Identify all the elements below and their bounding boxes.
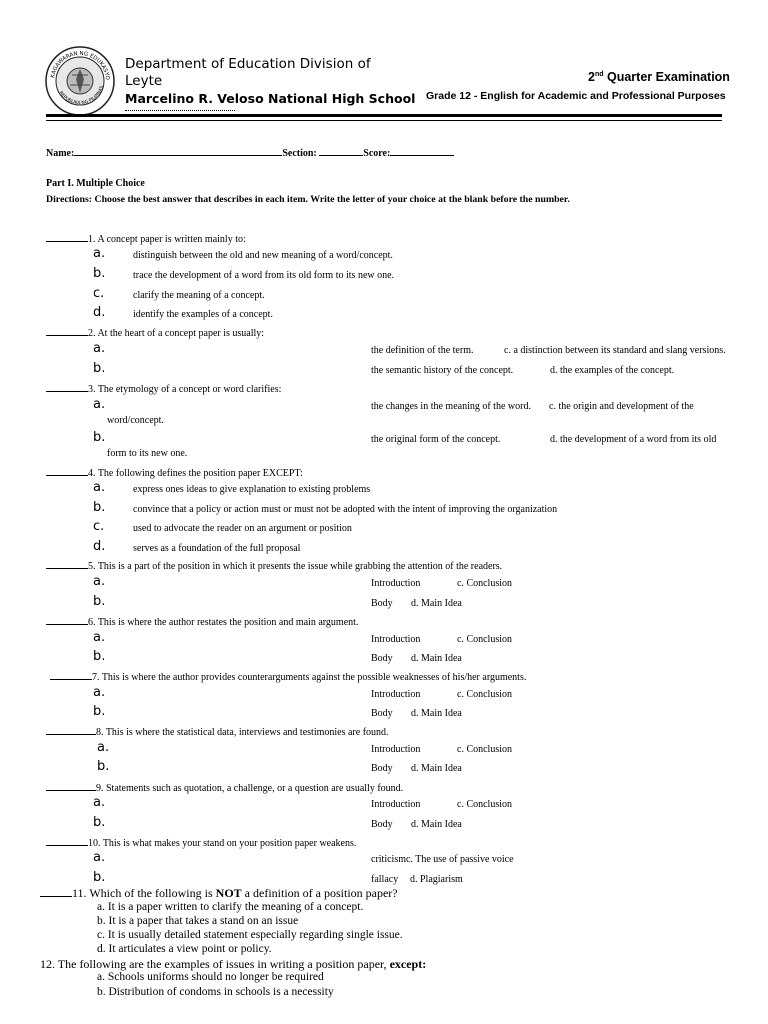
answer-blank-6[interactable] <box>46 614 88 625</box>
q1-option-a: distinguish between the old and new meaning of a word/concept. <box>133 250 393 261</box>
q9-label-a: a. <box>93 795 106 810</box>
q2-option-c: c. a distinction between its standard and slang versions. <box>504 345 726 356</box>
q7-option-a: Introduction <box>371 689 421 700</box>
q2-option-d: d. the examples of the concept. <box>550 365 675 376</box>
answer-blank-1[interactable] <box>46 231 88 242</box>
deped-seal <box>44 45 116 117</box>
q8-option-a: Introduction <box>371 744 421 755</box>
q2-label-a: a. <box>93 341 106 356</box>
q2-option-a: the definition of the term. <box>371 345 474 356</box>
q4-label-a: a. <box>93 480 106 495</box>
q6-option-b: Body <box>371 653 393 664</box>
q10-label-a: a. <box>93 850 106 865</box>
q3-option-b-cont: form to its new one. <box>107 448 188 459</box>
q12-option-b: b. Distribution of condoms in schools is a necessity <box>97 986 334 998</box>
q3-option-a-cont: word/concept. <box>107 415 164 426</box>
dept-line2: Leyte <box>125 73 163 89</box>
q7-option-d: d. Main Idea <box>411 708 462 719</box>
q1-option-d: identify the examples of a concept. <box>133 309 273 320</box>
q4-option-d: serves as a foundation of the full proposal <box>133 543 301 554</box>
answer-blank-10[interactable] <box>46 835 88 846</box>
answer-blank-11[interactable] <box>40 886 72 897</box>
q3-option-c: c. the origin and development of the <box>549 401 694 412</box>
q8-label-a: a. <box>97 740 110 755</box>
answer-blank-5[interactable] <box>46 558 88 569</box>
header-rule-thick <box>46 114 722 117</box>
dept-line1: Department of Education Division of <box>125 56 371 72</box>
q9-option-b: Body <box>371 819 393 830</box>
exam-title: 2nd Quarter Examination <box>588 70 730 84</box>
q9-label-b: b. <box>93 815 106 830</box>
answer-blank-3[interactable] <box>46 381 88 392</box>
question-2: 2. At the heart of a concept paper is usually: <box>46 325 264 339</box>
answer-blank-8[interactable] <box>46 724 96 735</box>
directions: Directions: Choose the best answer that describes in each item. Write the letter of your choice at the blank before the number. <box>46 194 570 205</box>
q8-label-b: b. <box>97 759 110 774</box>
q12-option-a: a. Schools uniforms should no longer be required <box>97 971 324 983</box>
student-info-line: Name: Section: Score: <box>46 145 454 159</box>
question-5: 5. This is a part of the position in which it presents the issue while grabbing the attention of the readers. <box>46 558 502 572</box>
q4-label-d: d. <box>93 539 106 554</box>
q3-label-b: b. <box>93 430 106 445</box>
question-9: 9. Statements such as quotation, a challenge, or a question are usually found. <box>46 780 403 794</box>
section-blank[interactable] <box>319 145 363 156</box>
score-blank[interactable] <box>390 145 454 156</box>
q1-option-c: clarify the meaning of a concept. <box>133 290 265 301</box>
answer-blank-4[interactable] <box>46 465 88 476</box>
q4-label-b: b. <box>93 500 106 515</box>
q4-option-c: used to advocate the reader on an argument or position <box>133 523 352 534</box>
q10-label-b: b. <box>93 870 106 885</box>
q5-option-d: d. Main Idea <box>411 598 462 609</box>
question-4: 4. The following defines the position paper EXCEPT: <box>46 465 303 479</box>
q8-option-d: d. Main Idea <box>411 763 462 774</box>
answer-blank-9[interactable] <box>46 780 96 791</box>
q11-option-c: c. It is usually detailed statement especially regarding single issue. <box>97 929 403 941</box>
q3-option-d: d. the development of a word from its old <box>550 434 717 445</box>
q7-option-c: c. Conclusion <box>457 689 512 700</box>
exam-subject: Grade 12 - English for Academic and Professional Purposes <box>426 90 726 102</box>
q11-option-b: b. It is a paper that takes a stand on an issue <box>97 915 299 927</box>
q1-label-c: c. <box>93 286 105 301</box>
q5-option-a: Introduction <box>371 578 421 589</box>
q11-option-a: a. It is a paper written to clarify the meaning of a concept. <box>97 901 364 913</box>
question-7: 7. This is where the author provides counterarguments against the possible weaknesses of his/her arguments. <box>50 669 526 683</box>
q4-option-a: express ones ideas to give explanation to existing problems <box>133 484 371 495</box>
q11-option-d: d. It articulates a view point or policy. <box>97 943 272 955</box>
question-12: 12. The following are the examples of issues in writing a position paper, except: <box>40 957 427 971</box>
q6-label-b: b. <box>93 649 106 664</box>
question-1: 1. A concept paper is written mainly to: <box>46 231 246 245</box>
question-6: 6. This is where the author restates the position and main argument. <box>46 614 358 628</box>
q10-option-d: d. Plagiarism <box>410 874 463 885</box>
q2-option-b: the semantic history of the concept. <box>371 365 514 376</box>
question-8: 8. This is where the statistical data, interviews and testimonies are found. <box>46 724 389 738</box>
question-3: 3. The etymology of a concept or word clarifies: <box>46 381 281 395</box>
school-name-cutoff <box>125 108 235 112</box>
q1-label-a: a. <box>93 246 106 261</box>
q6-option-c: c. Conclusion <box>457 634 512 645</box>
q8-option-c: c. Conclusion <box>457 744 512 755</box>
q7-label-a: a. <box>93 685 106 700</box>
answer-blank-2[interactable] <box>46 325 88 336</box>
q7-label-b: b. <box>93 704 106 719</box>
q6-option-a: Introduction <box>371 634 421 645</box>
svg-text:KAGAWARAN NG EDUKASYON: KAGAWARAN NG EDUKASYO <box>50 50 111 81</box>
q9-option-a: Introduction <box>371 799 421 810</box>
q10-option-a: criticismc. The use of passive voice <box>371 854 514 865</box>
q5-option-c: c. Conclusion <box>457 578 512 589</box>
q9-option-c: c. Conclusion <box>457 799 512 810</box>
q9-option-d: d. Main Idea <box>411 819 462 830</box>
header-rule-thin <box>46 120 722 121</box>
q7-option-b: Body <box>371 708 393 719</box>
q6-label-a: a. <box>93 630 106 645</box>
q1-option-b: trace the development of a word from its old form to its new one. <box>133 270 395 281</box>
q3-label-a: a. <box>93 397 106 412</box>
question-11: 11. Which of the following is NOT a definition of a position paper? <box>40 886 398 901</box>
q1-label-d: d. <box>93 305 106 320</box>
q4-label-c: c. <box>93 519 105 534</box>
q4-option-b: convince that a policy or action must or must not be adopted with the intent of improving the organization <box>133 504 558 515</box>
question-10: 10. This is what makes your stand on your position paper weakens. <box>46 835 356 849</box>
name-blank[interactable] <box>74 145 282 156</box>
q8-option-b: Body <box>371 763 393 774</box>
q1-label-b: b. <box>93 266 106 281</box>
q2-label-b: b. <box>93 361 106 376</box>
q10-option-b: fallacy <box>371 874 399 885</box>
q3-option-a: the changes in the meaning of the word. <box>371 401 531 412</box>
school-name: Marcelino R. Veloso National High School <box>125 91 416 106</box>
part-title: Part I. Multiple Choice <box>46 178 145 189</box>
q3-option-b: the original form of the concept. <box>371 434 501 445</box>
q6-option-d: d. Main Idea <box>411 653 462 664</box>
q5-label-a: a. <box>93 574 106 589</box>
q5-option-b: Body <box>371 598 393 609</box>
q5-label-b: b. <box>93 594 106 609</box>
svg-text:REPUBLIKA NG PILIPINAS: REPUBLIKA NG PILIPINAS <box>57 85 106 107</box>
answer-blank-7[interactable] <box>50 669 92 680</box>
